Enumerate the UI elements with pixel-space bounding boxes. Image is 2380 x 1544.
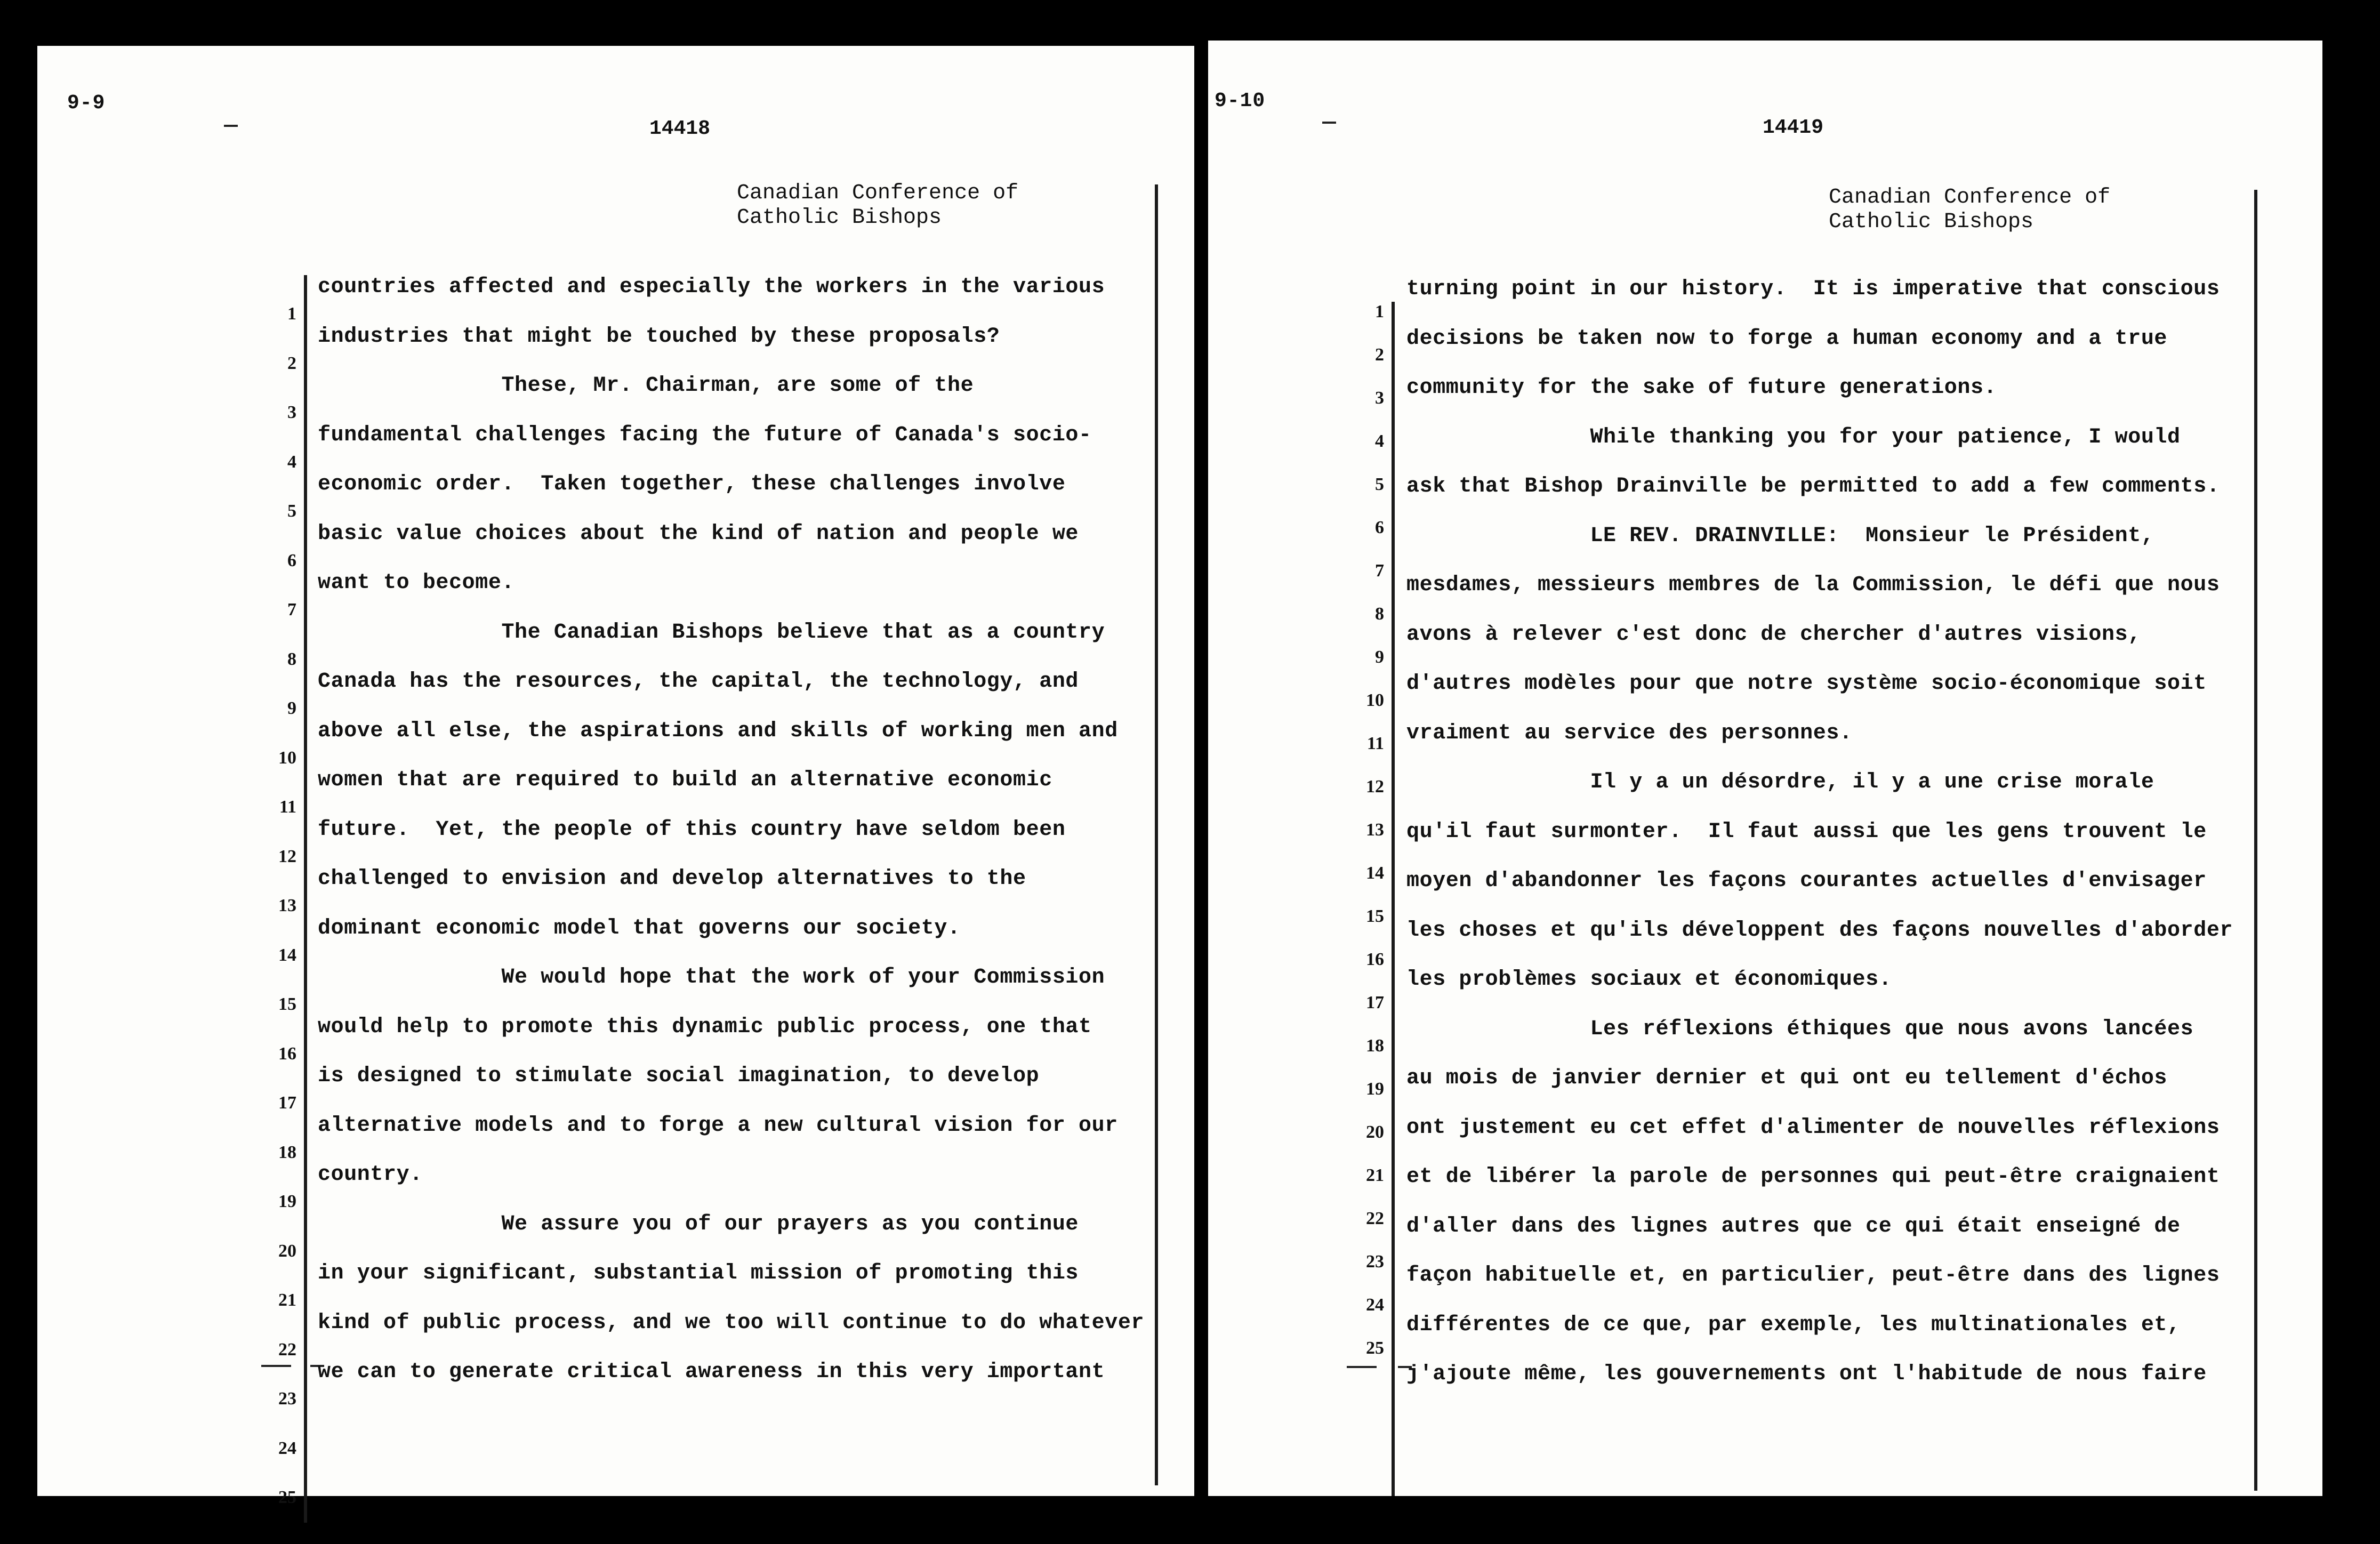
line-number: 19: [1366, 1079, 1384, 1099]
line-number: 22: [278, 1339, 296, 1360]
line-number: 13: [1366, 820, 1384, 840]
line-number: 11: [279, 797, 296, 817]
text-line: dominant economic model that governs our society.: [318, 916, 961, 940]
text-line: community for the sake of future generations.: [1406, 376, 1997, 400]
line-number: 8: [287, 649, 296, 669]
transcript-page-right: [1208, 41, 2322, 1496]
line-number: 5: [287, 501, 296, 521]
line-number: 1: [287, 304, 296, 324]
line-number: 20: [1366, 1122, 1384, 1142]
text-line: decisions be taken now to forge a human economy and a true: [1406, 326, 2168, 351]
text-line: countries affected and especially the workers in the various: [318, 275, 1105, 299]
text-line: Les réflexions éthiques que nous avons lancées: [1406, 1017, 2194, 1041]
transcript-text: [1406, 41, 2281, 1496]
text-line: is designed to stimulate social imagination, to develop: [318, 1064, 1040, 1088]
left-margin-rule: [1392, 302, 1395, 1496]
text-line: qu'il faut surmonter. Il faut aussi que les gens trouvent le: [1406, 819, 2207, 844]
text-line: women that are required to build an alternative economic: [318, 768, 1052, 792]
line-number: 21: [1366, 1165, 1384, 1185]
line-number: 22: [1366, 1209, 1384, 1228]
text-line: challenged to envision and develop alternatives to the: [318, 867, 1026, 891]
line-number-column: [1208, 41, 1384, 1496]
line-number-column: [37, 46, 296, 1507]
text-line: d'autres modèles pour que notre système socio-économique soit: [1406, 672, 2207, 696]
line-number: 9: [1375, 647, 1384, 667]
line-number: 17: [278, 1093, 296, 1113]
line-number: 6: [1375, 518, 1384, 537]
line-number: 20: [278, 1241, 296, 1261]
text-line: future. Yet, the people of this country have seldom been: [318, 817, 1066, 842]
left-margin-rule: [304, 275, 307, 1523]
line-number: 9: [287, 698, 296, 718]
text-line: We assure you of our prayers as you continue: [318, 1212, 1079, 1236]
line-number: 2: [1375, 345, 1384, 365]
line-number: 16: [1366, 950, 1384, 969]
text-line: want to become.: [318, 571, 515, 595]
text-line: fundamental challenges facing the future of Canada's socio-: [318, 423, 1092, 447]
line-number: 13: [278, 896, 296, 915]
line-number: 5: [1375, 475, 1384, 494]
text-line: While thanking you for your patience, I would: [1406, 425, 2181, 449]
line-number: 15: [278, 994, 296, 1014]
page-header: Canadian Conference of Catholic Bishops: [1829, 186, 2111, 234]
line-number: 3: [287, 403, 296, 422]
line-number: 14: [1366, 863, 1384, 883]
line-number: 7: [1375, 561, 1384, 581]
line-number: 21: [278, 1290, 296, 1310]
line-number: 23: [1366, 1252, 1384, 1272]
text-line: we can to generate critical awareness in this very important: [318, 1360, 1105, 1384]
line-number: 4: [287, 452, 296, 472]
text-line: et de libérer la parole de personnes qui peut-être craignaient: [1406, 1165, 2220, 1189]
text-line: les problèmes sociaux et économiques.: [1406, 968, 1892, 992]
right-margin-rule: [1155, 184, 1158, 1485]
text-line: différentes de ce que, par exemple, les multinationales et,: [1406, 1313, 2181, 1337]
text-line: would help to promote this dynamic public process, one that: [318, 1015, 1092, 1039]
text-line: kind of public process, and we too will continue to do whatever: [318, 1310, 1145, 1335]
line-number: 17: [1366, 993, 1384, 1012]
line-number: 25: [278, 1487, 296, 1507]
text-line: avons à relever c'est donc de chercher d'autres visions,: [1406, 622, 2141, 647]
line-number: 14: [278, 945, 296, 965]
text-line: in your significant, substantial mission of promoting this: [318, 1261, 1079, 1285]
text-line: Il y a un désordre, il y a une crise morale: [1406, 770, 2154, 794]
text-line: façon habituelle et, en particulier, peut-être dans des lignes: [1406, 1264, 2220, 1288]
page-header: Canadian Conference of Catholic Bishops: [737, 181, 1019, 230]
line-number: 15: [1366, 906, 1384, 926]
text-line: mesdames, messieurs membres de la Commission, le défi que nous: [1406, 573, 2220, 597]
line-number: 2: [287, 353, 296, 373]
line-number: 23: [278, 1389, 296, 1409]
line-number: 8: [1375, 604, 1384, 624]
text-line: We would hope that the work of your Commission: [318, 966, 1105, 990]
page-corner-label: 9-10: [1215, 90, 1266, 112]
text-line: These, Mr. Chairman, are some of the: [318, 374, 974, 398]
line-number: 25: [1366, 1338, 1384, 1358]
transcript-page-left: [37, 46, 1194, 1507]
text-line: moyen d'abandonner les façons courantes actuelles d'envisager: [1406, 869, 2207, 893]
text-line: basic value choices about the kind of nation and people we: [318, 521, 1079, 546]
line-number: 19: [278, 1192, 296, 1211]
page-corner-label: 9-9: [67, 92, 106, 115]
line-number: 11: [1366, 734, 1384, 753]
text-line: au mois de janvier dernier et qui ont eu tellement d'échos: [1406, 1066, 2168, 1090]
line-number: 7: [287, 600, 296, 620]
text-line: j'ajoute même, les gouvernements ont l'habitude de nous faire: [1406, 1362, 2207, 1386]
text-line: economic order. Taken together, these challenges involve: [318, 472, 1066, 496]
line-number: 16: [278, 1043, 296, 1064]
text-line: The Canadian Bishops believe that as a country: [318, 620, 1105, 645]
text-line: industries that might be touched by these proposals?: [318, 324, 1000, 349]
page-number: 14418: [649, 117, 711, 140]
text-line: d'aller dans des lignes autres que ce qui était enseigné de: [1406, 1214, 2181, 1239]
text-line: Canada has the resources, the capital, the technology, and: [318, 670, 1079, 694]
line-number: 6: [287, 550, 296, 570]
line-number: 1: [1375, 302, 1384, 321]
line-number: 12: [278, 846, 296, 866]
line-number: 24: [1366, 1295, 1384, 1315]
line-number: 4: [1375, 431, 1384, 451]
line-number: 24: [278, 1438, 296, 1458]
transcript-text: [318, 46, 1149, 1496]
line-number: 18: [1366, 1036, 1384, 1056]
text-line: ask that Bishop Drainville be permitted to add a few comments.: [1406, 475, 2220, 498]
text-line: turning point in our history. It is imperative that conscious: [1406, 277, 2220, 301]
line-number: 12: [1366, 777, 1384, 797]
text-line: LE REV. DRAINVILLE: Monsieur le Président,: [1406, 524, 2154, 548]
line-number: 18: [278, 1142, 296, 1162]
page-number: 14419: [1763, 116, 1824, 139]
text-line: above all else, the aspirations and skills of working men and: [318, 719, 1118, 743]
line-number: 3: [1375, 388, 1384, 408]
line-number: 10: [1366, 690, 1384, 710]
text-line: vraiment au service des personnes.: [1406, 721, 1853, 745]
text-line: country.: [318, 1163, 423, 1187]
text-line: ont justement eu cet effet d'alimenter de nouvelles réflexions: [1406, 1115, 2220, 1140]
text-line: alternative models and to forge a new cultural vision for our: [318, 1113, 1118, 1138]
line-number: 10: [278, 747, 296, 768]
text-line: les choses et qu'ils développent des façons nouvelles d'aborder: [1406, 918, 2233, 943]
